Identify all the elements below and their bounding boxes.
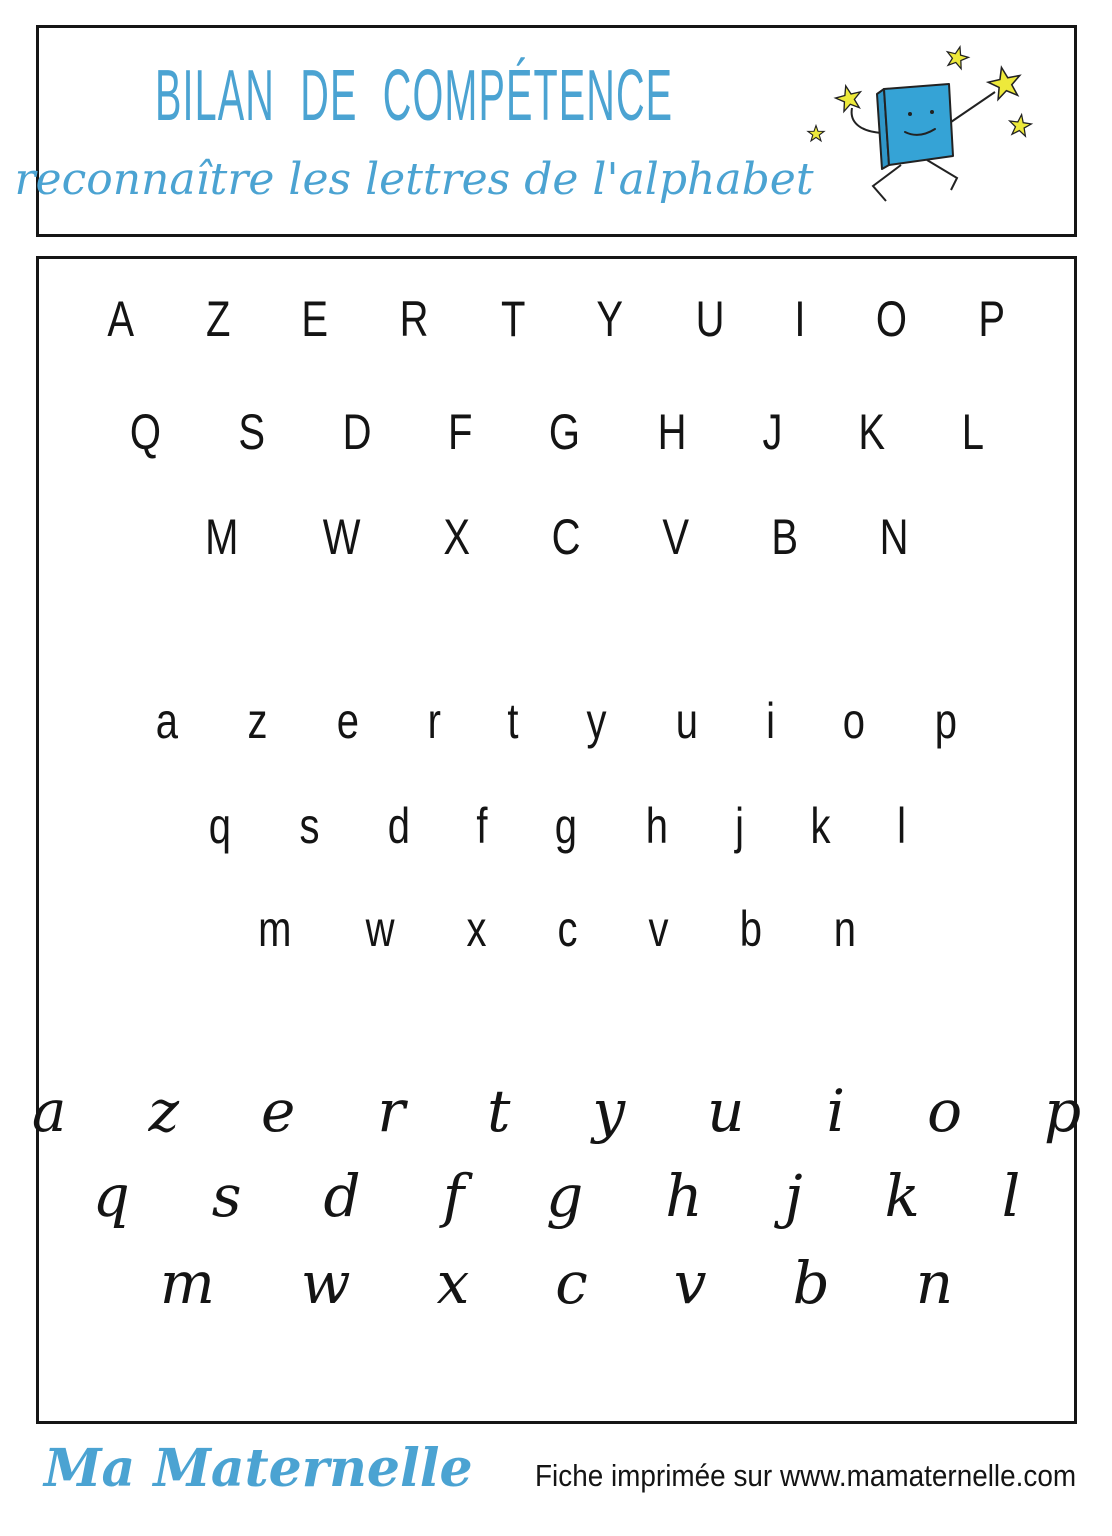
lowercase-letter: m — [258, 901, 292, 957]
cursive-letter: n — [915, 1249, 954, 1317]
cursive-row-3 — [39, 1249, 1074, 1319]
uppercase-letter: B — [770, 509, 798, 565]
uppercase-row-1 — [39, 289, 1074, 349]
uppercase-letter: T — [500, 291, 526, 347]
uppercase-letter: J — [762, 404, 783, 460]
cursive-letter: s — [211, 1162, 242, 1230]
lowercase-letter: h — [645, 798, 669, 854]
uppercase-letter: U — [695, 291, 724, 347]
cursive-letter: f — [442, 1162, 465, 1230]
cursive-letter: v — [673, 1249, 707, 1317]
lowercase-letter: t — [507, 693, 519, 749]
cursive-letter: k — [884, 1162, 920, 1230]
page-subtitle: reconnaître les lettres de l'alphabet — [14, 154, 814, 205]
cursive-letter: g — [546, 1162, 584, 1230]
print-note: Fiche imprimée sur www.mamaternelle.com — [535, 1458, 1077, 1493]
lowercase-letter: x — [466, 901, 487, 957]
uppercase-letter: Z — [205, 291, 231, 347]
header-text-area — [14, 28, 814, 234]
lowercase-row-3 — [39, 899, 1074, 959]
cursive-letter: l — [1001, 1162, 1021, 1230]
lowercase-letter: u — [676, 693, 699, 749]
cursive-letter: r — [377, 1077, 406, 1145]
ma-maternelle-logo: Ma Maternelle — [44, 1438, 473, 1499]
uppercase-letter: K — [858, 404, 886, 460]
cursive-letter: h — [665, 1162, 703, 1230]
cursive-letter: m — [159, 1249, 215, 1317]
uppercase-letter: Q — [130, 404, 162, 460]
uppercase-letter: F — [447, 404, 473, 460]
cursive-letter: a — [31, 1077, 67, 1145]
cursive-row-2 — [39, 1162, 1074, 1232]
cursive-letter: p — [1044, 1077, 1082, 1145]
lowercase-letter: a — [155, 693, 179, 749]
cursive-letter: o — [927, 1077, 963, 1145]
lowercase-letter: l — [897, 798, 907, 854]
lowercase-letter: e — [336, 693, 359, 749]
uppercase-letter: G — [549, 404, 581, 460]
uppercase-letter: D — [342, 404, 372, 460]
cursive-letter: z — [148, 1077, 180, 1145]
uppercase-letter: O — [875, 291, 907, 347]
lowercase-letter: j — [735, 798, 744, 854]
uppercase-letter: S — [238, 404, 266, 460]
letters-box — [31, 256, 1082, 1424]
uppercase-letter: N — [879, 509, 909, 565]
uppercase-letter: C — [551, 509, 581, 565]
lowercase-letter: z — [247, 693, 268, 749]
lowercase-letter: q — [208, 798, 231, 854]
cursive-letter: b — [792, 1249, 830, 1317]
uppercase-letter: Y — [596, 291, 624, 347]
cursive-letter: u — [707, 1077, 745, 1145]
uppercase-letter: P — [978, 291, 1006, 347]
uppercase-row-2 — [39, 402, 1074, 462]
cursive-row-1 — [31, 1077, 1082, 1147]
lowercase-row-1 — [39, 691, 1074, 751]
lowercase-letter: y — [586, 693, 607, 749]
running-book-with-stars-icon — [789, 36, 1074, 226]
uppercase-row-3 — [39, 507, 1074, 567]
uppercase-letter: L — [961, 404, 984, 460]
uppercase-letter: X — [443, 509, 470, 565]
uppercase-letter: W — [322, 509, 361, 565]
lowercase-letter: p — [934, 693, 958, 749]
lowercase-letter: v — [648, 901, 669, 957]
lowercase-letter: d — [387, 798, 410, 854]
lowercase-letter: n — [833, 901, 856, 957]
lowercase-letter: o — [843, 693, 866, 749]
lowercase-letter: k — [810, 798, 831, 854]
uppercase-letter: R — [400, 291, 429, 347]
uppercase-letter: M — [205, 509, 239, 565]
lowercase-letter: f — [476, 798, 488, 854]
cursive-letter: q — [92, 1162, 130, 1230]
cursive-letter: c — [555, 1249, 588, 1317]
lowercase-letter: r — [427, 693, 441, 749]
cursive-letter: i — [826, 1077, 846, 1145]
cursive-letter: t — [487, 1077, 511, 1145]
lowercase-letter: b — [739, 901, 763, 957]
header-box — [14, 25, 1077, 237]
lowercase-letter: s — [299, 798, 320, 854]
lowercase-letter: g — [555, 798, 578, 854]
uppercase-letter: V — [662, 509, 690, 565]
cursive-letter: j — [784, 1162, 803, 1230]
page-title: BILAN DE COMPÉTENCE — [154, 56, 674, 136]
cursive-letter: x — [436, 1249, 470, 1317]
cursive-letter: w — [300, 1249, 351, 1317]
book-character-illustration — [789, 28, 1074, 234]
footer — [36, 1428, 1077, 1532]
lowercase-letter: i — [766, 693, 776, 749]
cursive-letter: y — [592, 1077, 626, 1145]
uppercase-letter: E — [301, 291, 329, 347]
lowercase-letter: w — [365, 901, 395, 957]
uppercase-letter: I — [794, 291, 806, 347]
uppercase-letter: A — [107, 291, 135, 347]
cursive-letter: e — [261, 1077, 296, 1145]
cursive-letter: d — [323, 1162, 361, 1230]
lowercase-row-2 — [39, 796, 1074, 856]
lowercase-letter: c — [557, 901, 578, 957]
uppercase-letter: H — [657, 404, 687, 460]
